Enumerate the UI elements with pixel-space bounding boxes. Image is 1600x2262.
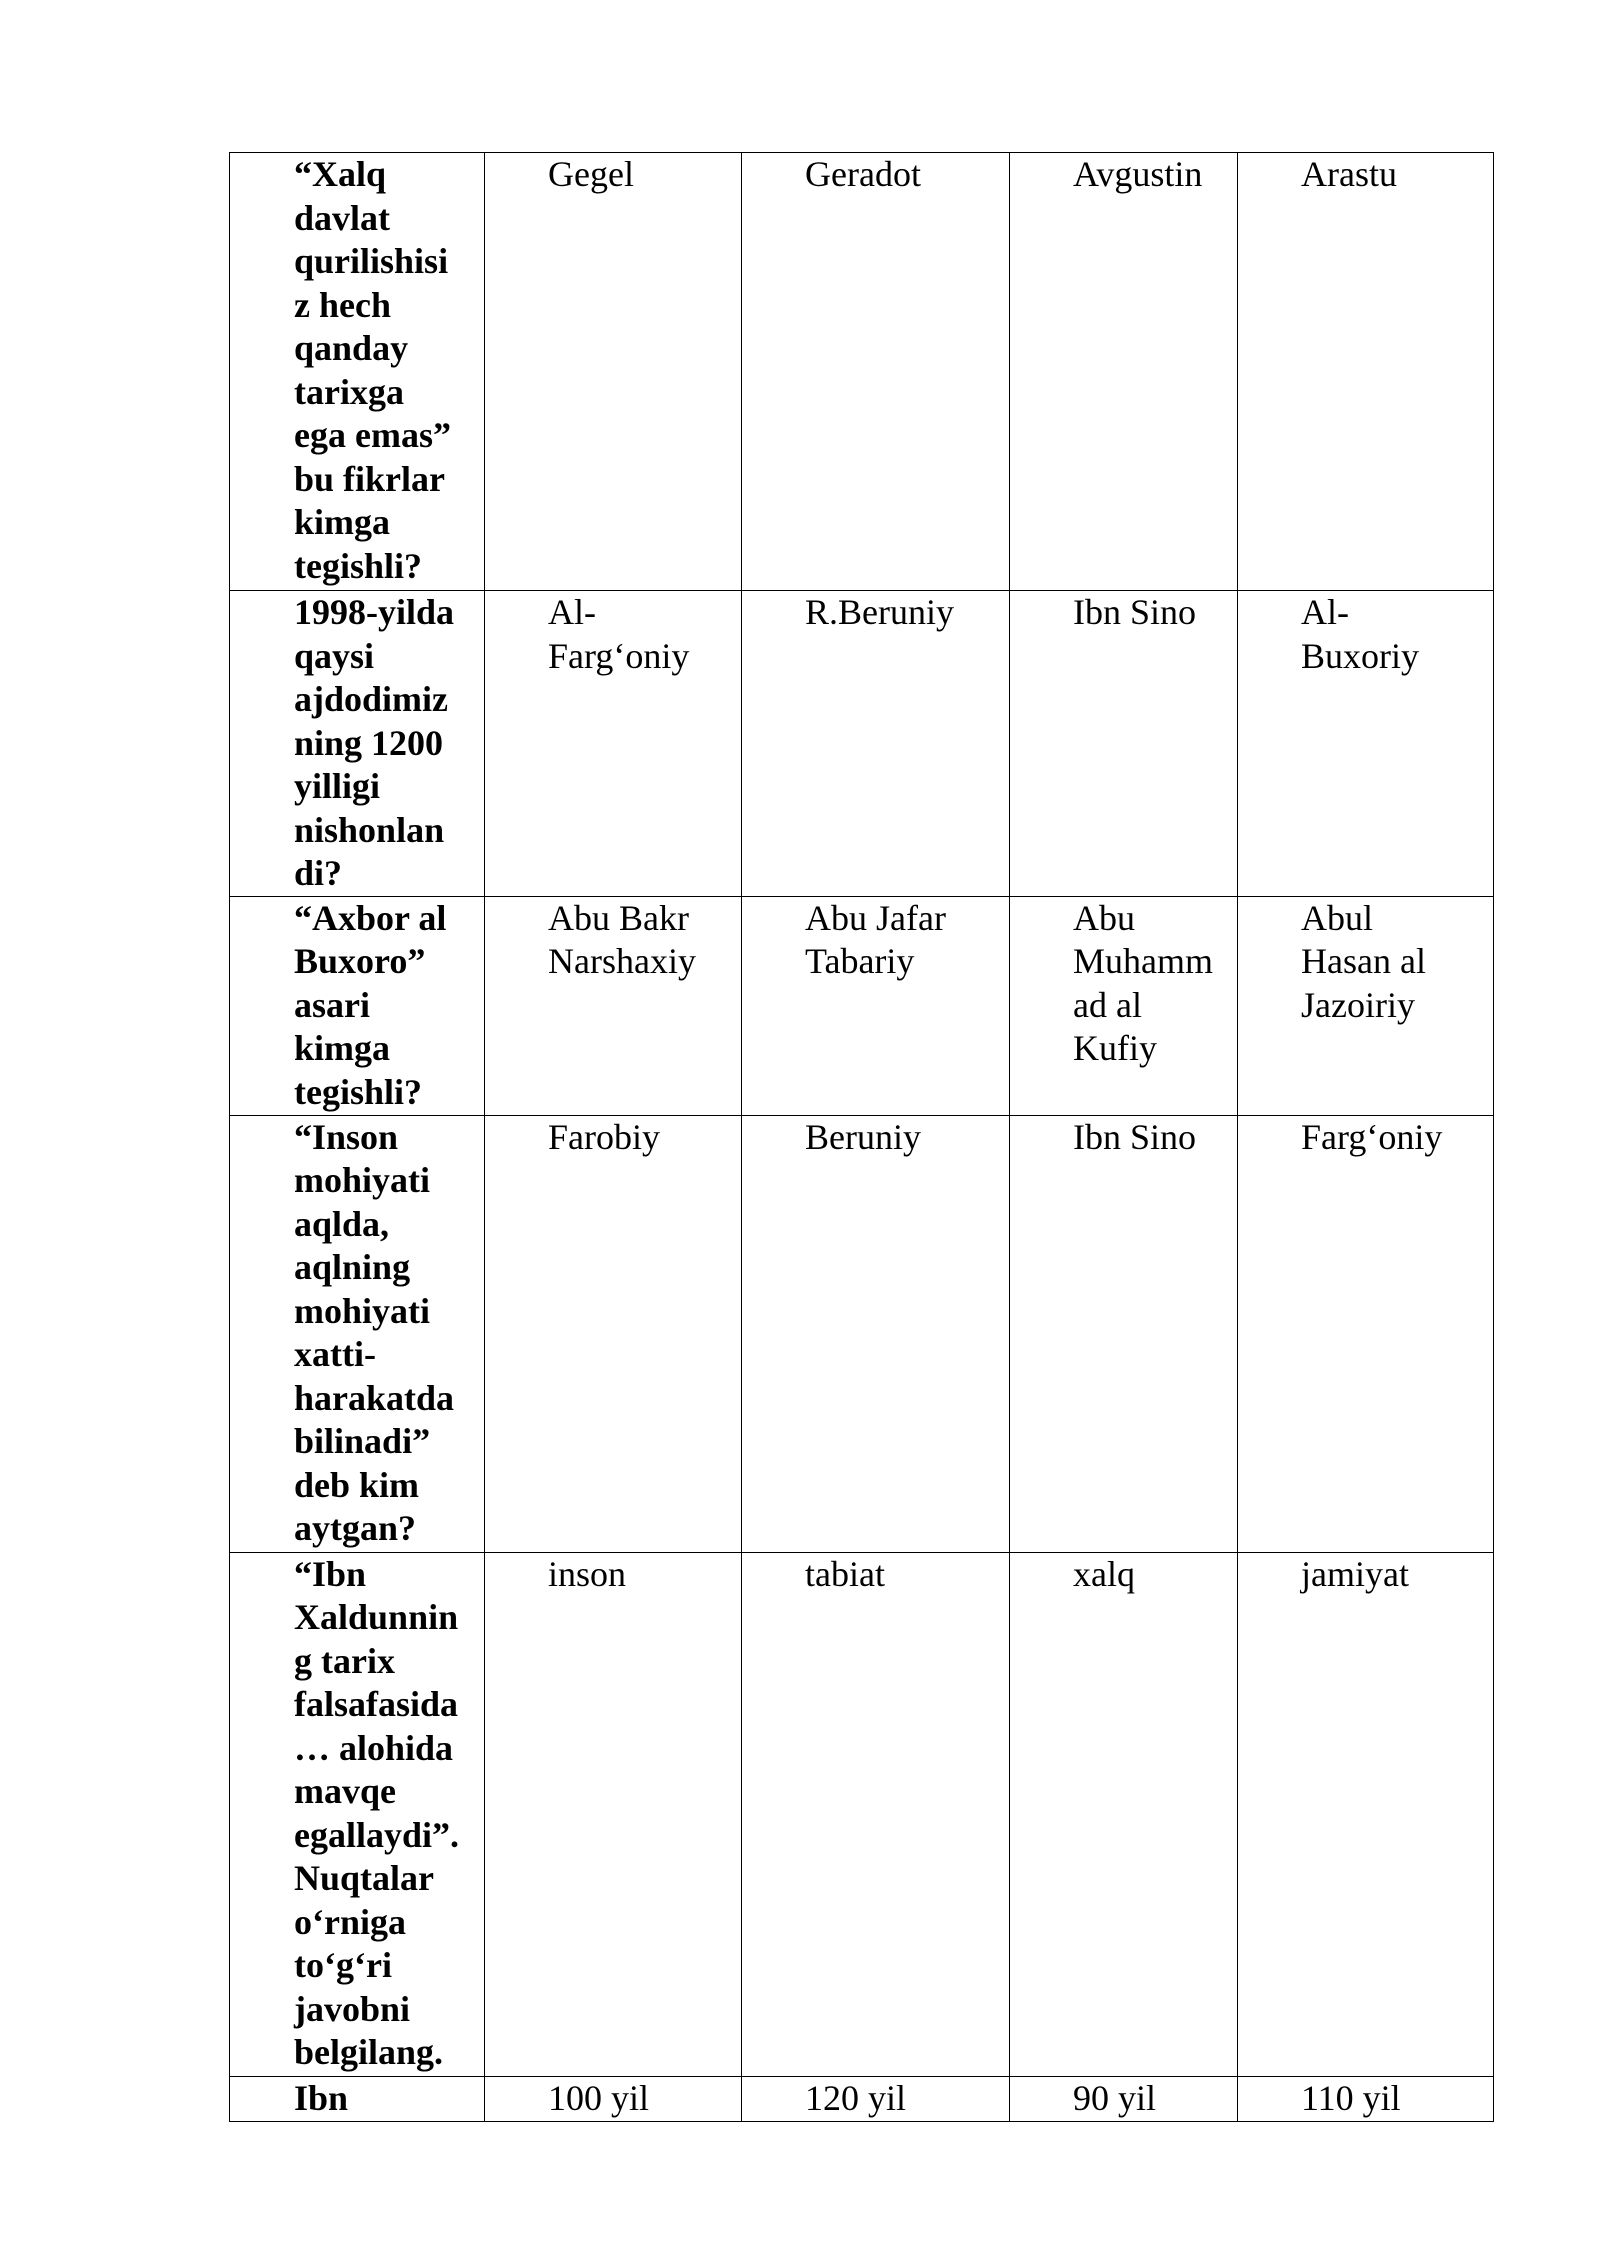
answer-option-text: Farg‘oniy: [548, 635, 690, 676]
question-row: [230, 153, 1494, 591]
question-text-line: “Inson: [294, 1116, 399, 1157]
quiz-table-body: [230, 153, 1494, 2122]
question-text-line: kimga: [294, 502, 391, 542]
question-text-line: ning 1200: [294, 722, 444, 763]
question-text-line: tarixga: [294, 371, 404, 412]
answer-option-text: 90 yil: [1073, 2077, 1157, 2118]
answer-option-text: Al-: [548, 592, 596, 632]
answer-option-cell: [742, 1552, 1010, 2076]
question-cell: [230, 2076, 485, 2121]
question-text-line: to‘g‘ri: [294, 1945, 392, 1985]
question-row: [230, 591, 1494, 897]
question-text-line: xatti-: [294, 1334, 376, 1374]
question-cell: [230, 1115, 485, 1552]
question-text-line: aqlning: [294, 1247, 411, 1287]
quiz-table: [229, 152, 1494, 2122]
answer-option-text: Muhamm: [1073, 941, 1213, 981]
question-text-line: g tarix: [294, 1640, 395, 1681]
question-cell: [230, 591, 485, 897]
question-row: [230, 2076, 1494, 2121]
question-text-line: belgilang.: [294, 2032, 444, 2072]
answer-option-text: Abu Bakr: [548, 897, 689, 938]
question-text-line: mohiyati: [294, 1290, 431, 1331]
answer-option-text: 110 yil: [1301, 2077, 1401, 2118]
answer-option-cell: [1238, 153, 1494, 591]
answer-option-text: Abu: [1073, 897, 1135, 938]
answer-option-cell: [485, 1115, 742, 1552]
question-text-line: qanday: [294, 328, 409, 368]
question-text-line: “Ibn: [294, 1553, 367, 1594]
question-text-line: mavqe: [294, 1771, 396, 1811]
answer-option-cell: [1010, 1552, 1238, 2076]
answer-option-cell: [1238, 1115, 1494, 1552]
answer-option-cell: [1010, 591, 1238, 897]
answer-option-cell: [1010, 896, 1238, 1115]
question-text-line: qaysi: [294, 635, 375, 676]
question-text-line: mohiyati: [294, 1160, 431, 1200]
answer-option-text: Al-: [1301, 592, 1349, 632]
question-text-line: javobni: [294, 1988, 411, 2029]
answer-option-text: 100 yil: [548, 2077, 650, 2118]
answer-option-cell: [742, 591, 1010, 897]
answer-option-text: Abu Jafar: [805, 897, 946, 938]
answer-option-cell: [742, 153, 1010, 591]
answer-option-text: ad al: [1073, 984, 1142, 1025]
answer-option-text: Narshaxiy: [548, 941, 696, 981]
question-text-line: deb kim: [294, 1464, 420, 1505]
answer-option-text: Hasan al: [1301, 941, 1426, 981]
question-text-line: bilinadi”: [294, 1421, 431, 1461]
question-text-line: davlat: [294, 197, 391, 238]
answer-option-text: Tabariy: [805, 941, 915, 981]
answer-option-text: xalq: [1073, 1553, 1135, 1594]
answer-option-cell: [1238, 2076, 1494, 2121]
question-text-line: asari: [294, 984, 370, 1025]
question-text-line: tegishli?: [294, 545, 423, 586]
answer-option-cell: [485, 1552, 742, 2076]
question-cell: [230, 153, 485, 591]
answer-option-cell: [485, 153, 742, 591]
question-row: [230, 1115, 1494, 1552]
answer-option-text: tabiat: [805, 1553, 885, 1594]
answer-option-text: Beruniy: [805, 1116, 921, 1157]
answer-option-cell: [485, 2076, 742, 2121]
question-text-line: di?: [294, 853, 343, 893]
answer-option-text: Abul: [1301, 897, 1373, 938]
question-row: [230, 1552, 1494, 2076]
answer-option-cell: [485, 896, 742, 1115]
answer-option-text: Ibn Sino: [1073, 592, 1197, 632]
question-text-line: “Axbor al: [294, 897, 447, 938]
question-text-line: … alohida: [294, 1727, 454, 1768]
answer-option-cell: [1238, 896, 1494, 1115]
question-cell: [230, 1552, 485, 2076]
answer-option-text: Buxoriy: [1301, 635, 1420, 676]
answer-option-text: Avgustin: [1073, 154, 1203, 194]
answer-option-text: Ibn Sino: [1073, 1116, 1197, 1157]
question-text-line: z hech: [294, 284, 391, 325]
question-text-line: “Xalq: [294, 154, 387, 194]
question-text-line: 1998-yilda: [294, 592, 455, 632]
question-text-line: Buxoro”: [294, 941, 426, 981]
answer-option-text: Jazoiriy: [1301, 984, 1415, 1025]
answer-option-cell: [1010, 153, 1238, 591]
answer-option-text: 120 yil: [805, 2077, 907, 2118]
question-text-line: o‘rniga: [294, 1901, 406, 1942]
answer-option-cell: [485, 591, 742, 897]
answer-option-text: Farg‘oniy: [1301, 1116, 1443, 1157]
question-text-line: ega emas”: [294, 415, 451, 455]
answer-option-cell: [1238, 1552, 1494, 2076]
question-text-line: yilligi: [294, 766, 381, 806]
answer-option-cell: [742, 1115, 1010, 1552]
question-text-line: Nuqtalar: [294, 1858, 435, 1898]
question-text-line: tegishli?: [294, 1071, 423, 1112]
answer-option-text: inson: [548, 1553, 627, 1594]
question-text-line: egallaydi”.: [294, 1814, 460, 1855]
question-text-line: falsafasida: [294, 1684, 459, 1724]
answer-option-cell: [1010, 2076, 1238, 2121]
answer-option-text: Geradot: [805, 154, 921, 194]
question-text-line: aqlda,: [294, 1203, 390, 1244]
question-text-line: Ibn: [294, 2077, 349, 2118]
answer-option-text: Kufiy: [1073, 1028, 1157, 1068]
answer-option-cell: [1010, 1115, 1238, 1552]
question-text-line: kimga: [294, 1028, 391, 1068]
answer-option-cell: [742, 896, 1010, 1115]
answer-option-text: Farobiy: [548, 1116, 660, 1157]
question-text-line: ajdodimiz: [294, 679, 449, 719]
answer-option-text: Arastu: [1301, 154, 1397, 194]
question-text-line: aytgan?: [294, 1508, 417, 1548]
question-text-line: nishonlan: [294, 809, 445, 850]
question-row: [230, 896, 1494, 1115]
answer-option-text: jamiyat: [1301, 1553, 1409, 1594]
question-cell: [230, 896, 485, 1115]
question-text-line: Xaldunnin: [294, 1597, 459, 1637]
answer-option-cell: [1238, 591, 1494, 897]
question-text-line: harakatda: [294, 1377, 455, 1418]
answer-option-cell: [742, 2076, 1010, 2121]
question-text-line: qurilishisi: [294, 241, 449, 281]
answer-option-text: Gegel: [548, 154, 634, 194]
answer-option-text: R.Beruniy: [805, 592, 954, 632]
question-text-line: bu fikrlar: [294, 458, 446, 499]
